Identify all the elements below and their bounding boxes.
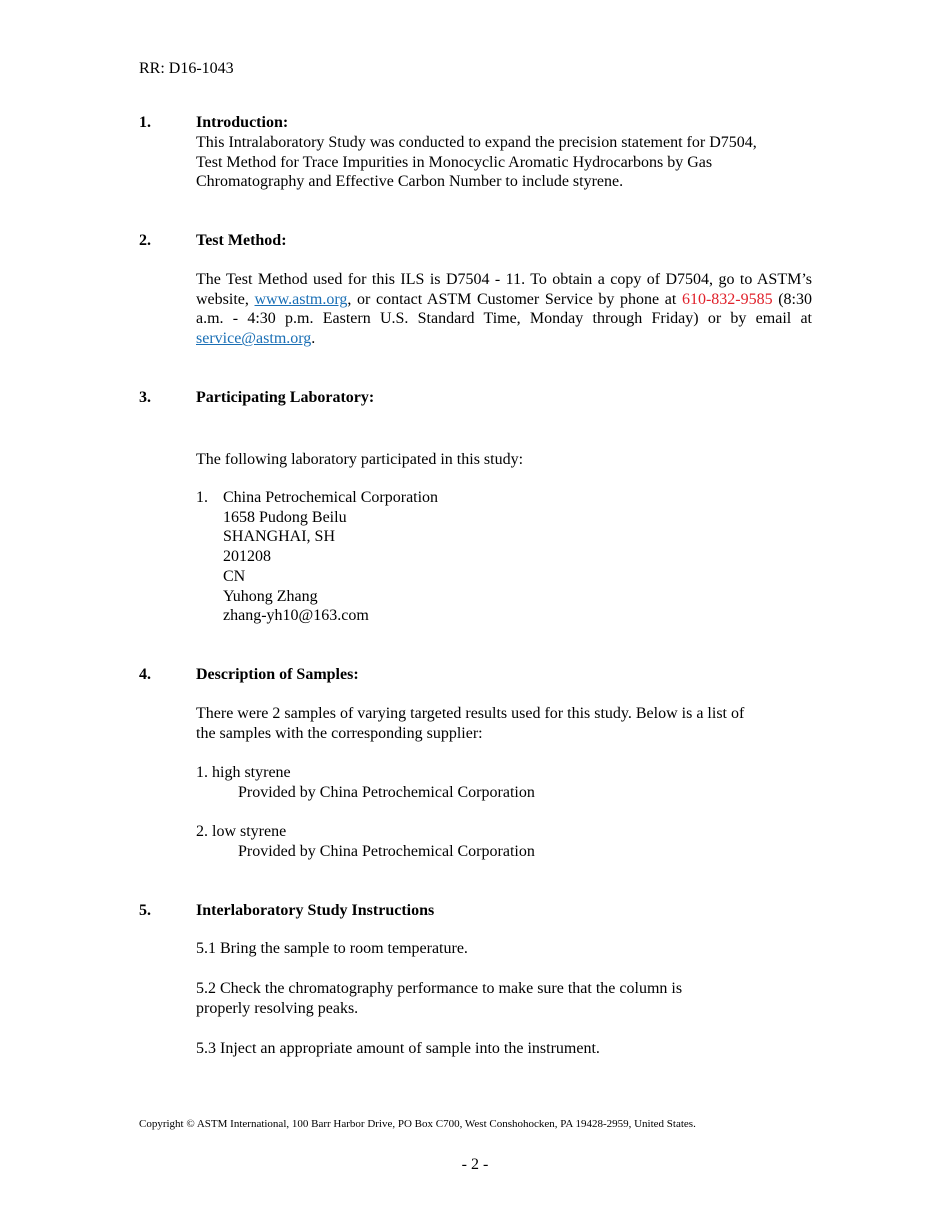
- section-5-title: Interlaboratory Study Instructions: [196, 902, 435, 919]
- step-5-2-line-2: properly resolving peaks.: [196, 999, 359, 1017]
- test-method-text-3: (8:30 a.m. - 4:30 p.m. Eastern U.S. Standard Time, Monday through Friday) or by email at: [196, 290, 813, 328]
- test-method-text-4: .: [311, 330, 316, 348]
- section-4-title: Description of Samples:: [196, 666, 359, 683]
- lab-street: 1658 Pudong Beilu: [223, 508, 347, 526]
- section-1-body: [196, 133, 812, 192]
- sample-1: [196, 763, 535, 802]
- intro-line-1: This Intralaboratory Study was conducted to expand the precision statement for D7504,: [196, 134, 757, 151]
- astm-website-link[interactable]: www.astm.org: [254, 290, 348, 308]
- lab-contact: Yuhong Zhang: [223, 587, 318, 605]
- sample-2-label: 2. low styrene: [196, 823, 287, 840]
- samples-intro-line-1: There were 2 samples of varying targeted results used for this study. Below is a list of: [196, 705, 745, 722]
- step-5-2: [196, 979, 812, 1018]
- intro-line-3: Chromatography and Effective Carbon Number to include styrene.: [196, 173, 624, 191]
- section-3-title: Participating Laboratory:: [196, 389, 375, 406]
- samples-intro: [196, 704, 812, 743]
- section-2-body: [196, 270, 812, 349]
- samples-intro-line-2: the samples with the corresponding supplier:: [196, 724, 483, 742]
- section-2-number: 2.: [139, 232, 151, 249]
- section-3-number: 3.: [139, 389, 151, 406]
- sample-2: [196, 822, 535, 861]
- section-1-number: 1.: [139, 114, 151, 131]
- section-5-number: 5.: [139, 902, 151, 919]
- step-5-3: 5.3 Inject an appropriate amount of sample into the instrument.: [196, 1040, 600, 1057]
- sample-1-label: 1. high styrene: [196, 764, 291, 781]
- lab-email: zhang-yh10@163.com: [223, 607, 369, 625]
- lab-city: SHANGHAI, SH: [223, 528, 336, 546]
- test-method-text-1: The Test Method used for this ILS is D7504 - 11. To obtain a copy of D7504, go to ASTM’s website,: [196, 271, 812, 308]
- page-number: - 2 -: [461, 1156, 489, 1173]
- lab-index: 1.: [196, 489, 208, 506]
- lab-address-block: [223, 488, 438, 626]
- section-2-title: Test Method:: [196, 232, 287, 249]
- service-email-link[interactable]: service@astm.org: [196, 330, 312, 348]
- sample-2-supplier: Provided by China Petrochemical Corporation: [238, 842, 535, 860]
- step-5-2-line-1: 5.2 Check the chromatography performance to make sure that the column is: [196, 980, 683, 997]
- lab-country: CN: [223, 567, 246, 585]
- sample-1-supplier: Provided by China Petrochemical Corporation: [238, 783, 535, 801]
- report-id: RR: D16-1043: [139, 60, 234, 77]
- section-1-title: Introduction:: [196, 114, 289, 131]
- section-4-number: 4.: [139, 666, 151, 683]
- copyright-footer: Copyright © ASTM International, 100 Barr Harbor Drive, PO Box C700, West Conshohocken, PA 19428-2959, United States.: [139, 1118, 696, 1130]
- intro-line-2: Test Method for Trace Impurities in Monocyclic Aromatic Hydrocarbons by Gas: [196, 153, 713, 171]
- test-method-text-2: , or contact ASTM Customer Service by phone at: [347, 290, 682, 308]
- lab-intro: The following laboratory participated in this study:: [196, 451, 524, 468]
- lab-postal: 201208: [223, 548, 271, 566]
- customer-service-phone: 610-832-9585: [681, 290, 773, 308]
- lab-name: China Petrochemical Corporation: [223, 489, 439, 506]
- step-5-1: 5.1 Bring the sample to room temperature.: [196, 940, 468, 957]
